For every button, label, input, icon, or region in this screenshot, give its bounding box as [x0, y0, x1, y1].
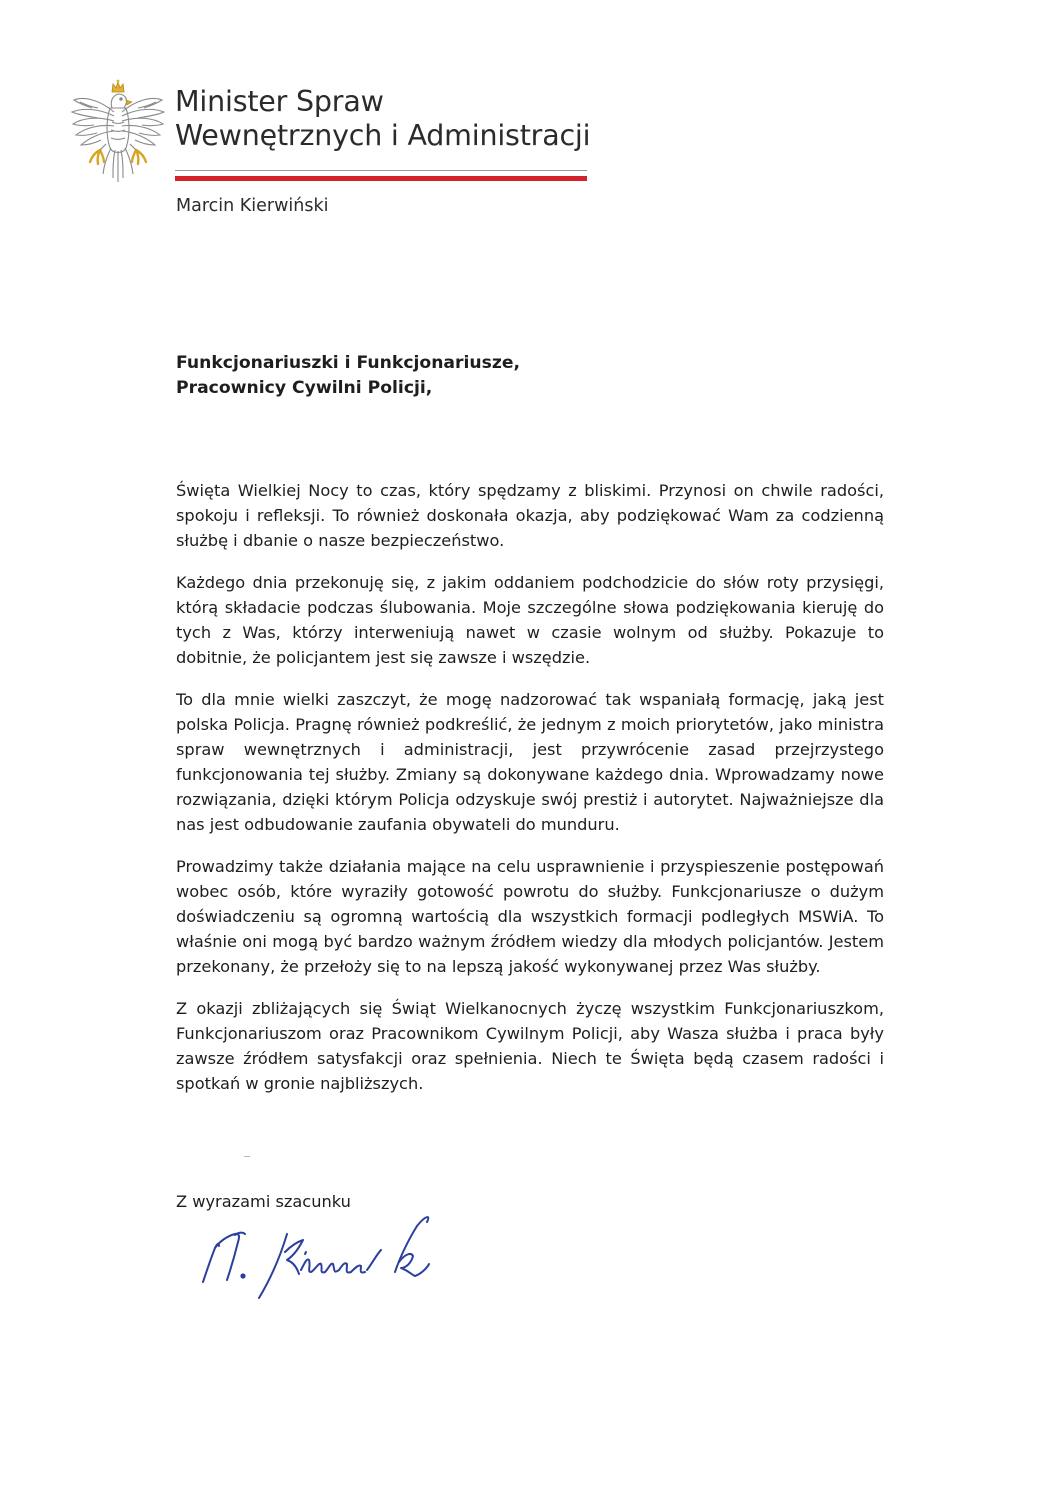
ministry-title-line-1: Minister Spraw	[175, 85, 384, 118]
letter-body	[176, 478, 884, 1113]
salutation-line-1: Funkcjonariuszki i Funkcjonariusze,	[176, 353, 521, 373]
polish-eagle-emblem-icon	[70, 78, 166, 186]
header-divider-thin	[175, 170, 587, 171]
salutation	[176, 351, 520, 401]
body-paragraph-5: Z okazji zbliżających się Świąt Wielkanocnych życzę wszystkim Funkcjonariuszkom, Funkcjonariuszom oraz Pracownikom Cywilnym Policji, aby Wasza służba i praca były zawsze źródłem satysfakcji oraz spełnienia. Niech te Święta będą czasem radości i spotkań w gronie najbliższych.	[176, 999, 884, 1093]
handwritten-signature	[195, 1212, 465, 1307]
closing-phrase: Z wyrazami szacunku	[176, 1192, 351, 1211]
ministry-title-line-2: Wewnętrznych i Administracji	[175, 119, 591, 152]
body-paragraph-1: Święta Wielkiej Nocy to czas, który spędzamy z bliskimi. Przynosi on chwile radości, spokoju i refleksji. To również doskonała okazja, aby podziękować Wam za codzienną służbę i dbanie o nasze bezpieczeństwo.	[176, 481, 884, 550]
scan-speck	[244, 1156, 250, 1157]
salutation-line-2: Pracownicy Cywilni Policji,	[176, 378, 433, 398]
ministry-title	[175, 85, 615, 153]
header-divider-red	[175, 176, 587, 181]
body-paragraph-3: To dla mnie wielki zaszczyt, że mogę nadzorować tak wspaniałą formację, jaką jest polska Policja. Pragnę również podkreślić, że jednym z moich priorytetów, jako ministra spraw wewnętrznych i administracji, jest przywrócenie zasad przejrzystego funkcjonowania tej służby. Zmiany są dokonywane każdego dnia. Wprowadzamy nowe rozwiązania, dzięki którym Policja odzyskuje swój prestiż i autorytet. Najważniejsze dla nas jest odbudowanie zaufania obywateli do munduru.	[176, 690, 884, 834]
body-paragraph-4: Prowadzimy także działania mające na celu usprawnienie i przyspieszenie postępowań wobec osób, które wyraziły gotowość powrotu do służby. Funkcjonariusze o dużym doświadczeniu są ogromną wartością dla wszystkich formacji podległych MSWiA. To właśnie oni mogą być bardzo ważnym źródłem wiedzy dla młodych policjantów. Jestem przekonany, że przełoży się to na lepszą jakość wykonywanej przez Was służby.	[176, 857, 884, 976]
minister-name: Marcin Kierwiński	[176, 196, 329, 216]
body-paragraph-2: Każdego dnia przekonuję się, z jakim oddaniem podchodzicie do słów roty przysięgi, którą składacie podczas ślubowania. Moje szczególne słowa podziękowania kieruję do tych z Was, którzy interweniują nawet w czasie wolnym od służby. Pokazuje to dobitnie, że policjantem jest się zawsze i wszędzie.	[176, 573, 884, 667]
